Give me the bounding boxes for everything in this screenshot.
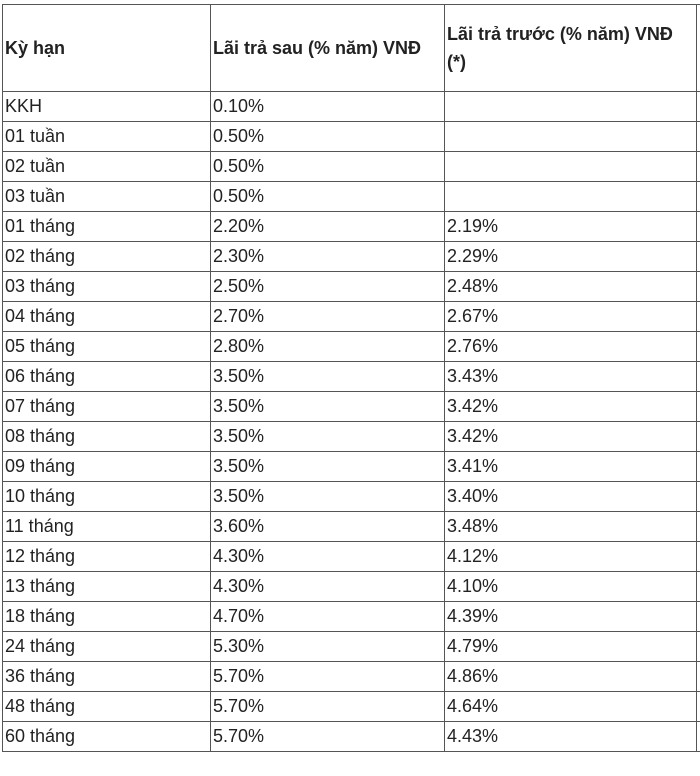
interest-paid-upfront-cell: 3.41% bbox=[445, 452, 697, 482]
interest-paid-later-cell: 2.50% bbox=[211, 272, 445, 302]
term-cell: 03 tuần bbox=[3, 182, 211, 212]
interest-paid-upfront-cell: 2.67% bbox=[445, 302, 697, 332]
extra-cell bbox=[697, 662, 700, 692]
interest-paid-later-cell: 2.80% bbox=[211, 332, 445, 362]
interest-paid-later-cell: 4.70% bbox=[211, 602, 445, 632]
extra-cell bbox=[697, 152, 700, 182]
term-cell: 36 tháng bbox=[3, 662, 211, 692]
interest-paid-upfront-cell: 3.48% bbox=[445, 512, 697, 542]
interest-paid-later-cell: 4.30% bbox=[211, 542, 445, 572]
extra-cell bbox=[697, 632, 700, 662]
term-cell: 10 tháng bbox=[3, 482, 211, 512]
table-row bbox=[3, 452, 700, 482]
interest-paid-upfront-cell: 2.29% bbox=[445, 242, 697, 272]
extra-cell bbox=[697, 452, 700, 482]
interest-paid-later-cell: 3.50% bbox=[211, 482, 445, 512]
interest-paid-later-cell: 5.70% bbox=[211, 692, 445, 722]
interest-paid-upfront-cell: 3.40% bbox=[445, 482, 697, 512]
interest-paid-upfront-cell: 4.10% bbox=[445, 572, 697, 602]
interest-paid-later-cell: 2.20% bbox=[211, 212, 445, 242]
interest-paid-later-cell: 0.50% bbox=[211, 182, 445, 212]
table-row bbox=[3, 422, 700, 452]
interest-paid-upfront-cell bbox=[445, 152, 697, 182]
term-cell: 01 tuần bbox=[3, 122, 211, 152]
extra-cell bbox=[697, 722, 700, 752]
interest-paid-upfront-cell: 4.39% bbox=[445, 602, 697, 632]
table-row bbox=[3, 242, 700, 272]
interest-paid-later-cell: 3.60% bbox=[211, 512, 445, 542]
extra-cell bbox=[697, 572, 700, 602]
table-row bbox=[3, 572, 700, 602]
extra-cell bbox=[697, 542, 700, 572]
extra-cell bbox=[697, 302, 700, 332]
interest-paid-later-cell: 3.50% bbox=[211, 452, 445, 482]
interest-paid-upfront-cell: 2.76% bbox=[445, 332, 697, 362]
interest-paid-later-cell: 5.30% bbox=[211, 632, 445, 662]
table-row bbox=[3, 302, 700, 332]
term-cell: 18 tháng bbox=[3, 602, 211, 632]
table-row bbox=[3, 212, 700, 242]
table-row bbox=[3, 542, 700, 572]
table-row bbox=[3, 152, 700, 182]
table-row bbox=[3, 662, 700, 692]
extra-cell bbox=[697, 482, 700, 512]
table-row bbox=[3, 512, 700, 542]
header-term: Kỳ hạn bbox=[3, 5, 211, 92]
extra-cell bbox=[697, 242, 700, 272]
table-row bbox=[3, 392, 700, 422]
interest-paid-later-cell: 3.50% bbox=[211, 422, 445, 452]
term-cell: 09 tháng bbox=[3, 452, 211, 482]
table-row bbox=[3, 602, 700, 632]
interest-paid-upfront-cell: 2.48% bbox=[445, 272, 697, 302]
extra-cell bbox=[697, 692, 700, 722]
interest-paid-later-cell: 5.70% bbox=[211, 662, 445, 692]
interest-paid-upfront-cell bbox=[445, 122, 697, 152]
table-row bbox=[3, 482, 700, 512]
term-cell: 11 tháng bbox=[3, 512, 211, 542]
interest-rate-table bbox=[2, 4, 700, 752]
table-row bbox=[3, 182, 700, 212]
term-cell: KKH bbox=[3, 92, 211, 122]
header-interest-paid-later: Lãi trả sau (% năm) VNĐ bbox=[211, 5, 445, 92]
interest-paid-later-cell: 5.70% bbox=[211, 722, 445, 752]
table-row bbox=[3, 92, 700, 122]
interest-paid-later-cell: 3.50% bbox=[211, 392, 445, 422]
interest-paid-upfront-cell: 3.42% bbox=[445, 392, 697, 422]
extra-cell bbox=[697, 512, 700, 542]
header-extra bbox=[697, 5, 700, 92]
interest-paid-upfront-cell: 2.19% bbox=[445, 212, 697, 242]
interest-paid-later-cell: 2.70% bbox=[211, 302, 445, 332]
interest-paid-upfront-cell: 4.64% bbox=[445, 692, 697, 722]
extra-cell bbox=[697, 122, 700, 152]
extra-cell bbox=[697, 182, 700, 212]
interest-paid-upfront-cell bbox=[445, 92, 697, 122]
interest-paid-later-cell: 0.10% bbox=[211, 92, 445, 122]
interest-paid-upfront-cell bbox=[445, 182, 697, 212]
interest-paid-upfront-cell: 4.86% bbox=[445, 662, 697, 692]
extra-cell bbox=[697, 272, 700, 302]
table-body bbox=[3, 92, 700, 752]
term-cell: 04 tháng bbox=[3, 302, 211, 332]
interest-paid-upfront-cell: 4.12% bbox=[445, 542, 697, 572]
extra-cell bbox=[697, 392, 700, 422]
interest-paid-later-cell: 3.50% bbox=[211, 362, 445, 392]
term-cell: 12 tháng bbox=[3, 542, 211, 572]
term-cell: 08 tháng bbox=[3, 422, 211, 452]
interest-paid-upfront-cell: 4.43% bbox=[445, 722, 697, 752]
term-cell: 02 tháng bbox=[3, 242, 211, 272]
term-cell: 13 tháng bbox=[3, 572, 211, 602]
term-cell: 03 tháng bbox=[3, 272, 211, 302]
interest-paid-later-cell: 4.30% bbox=[211, 572, 445, 602]
table-row bbox=[3, 122, 700, 152]
table-row bbox=[3, 632, 700, 662]
interest-paid-later-cell: 0.50% bbox=[211, 122, 445, 152]
interest-paid-later-cell: 0.50% bbox=[211, 152, 445, 182]
term-cell: 07 tháng bbox=[3, 392, 211, 422]
term-cell: 48 tháng bbox=[3, 692, 211, 722]
extra-cell bbox=[697, 602, 700, 632]
header-interest-paid-upfront: Lãi trả trước (% năm) VNĐ (*) bbox=[445, 5, 697, 92]
interest-paid-upfront-cell: 3.42% bbox=[445, 422, 697, 452]
extra-cell bbox=[697, 332, 700, 362]
extra-cell bbox=[697, 92, 700, 122]
term-cell: 06 tháng bbox=[3, 362, 211, 392]
table-header-row bbox=[3, 5, 700, 92]
term-cell: 60 tháng bbox=[3, 722, 211, 752]
table-row bbox=[3, 692, 700, 722]
extra-cell bbox=[697, 362, 700, 392]
term-cell: 24 tháng bbox=[3, 632, 211, 662]
interest-paid-later-cell: 2.30% bbox=[211, 242, 445, 272]
extra-cell bbox=[697, 212, 700, 242]
interest-paid-upfront-cell: 4.79% bbox=[445, 632, 697, 662]
table-row bbox=[3, 272, 700, 302]
table-row bbox=[3, 362, 700, 392]
term-cell: 01 tháng bbox=[3, 212, 211, 242]
term-cell: 02 tuần bbox=[3, 152, 211, 182]
interest-paid-upfront-cell: 3.43% bbox=[445, 362, 697, 392]
table-row bbox=[3, 722, 700, 752]
table-row bbox=[3, 332, 700, 362]
extra-cell bbox=[697, 422, 700, 452]
term-cell: 05 tháng bbox=[3, 332, 211, 362]
